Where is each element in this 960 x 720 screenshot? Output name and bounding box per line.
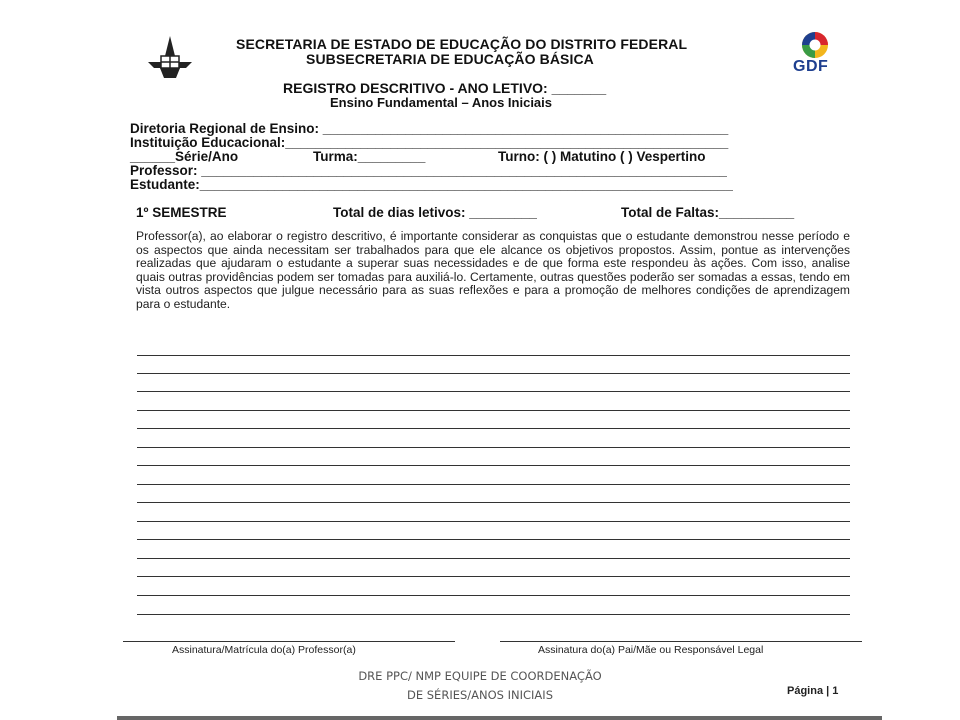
- writing-line[interactable]: [137, 410, 850, 411]
- writing-line[interactable]: [137, 465, 850, 466]
- writing-line[interactable]: [137, 595, 850, 596]
- writing-line[interactable]: [137, 373, 850, 374]
- field-faltas[interactable]: Total de Faltas:__________: [621, 205, 795, 220]
- field-serie-ano[interactable]: ______Série/Ano: [130, 149, 239, 164]
- writing-line[interactable]: [137, 484, 850, 485]
- teacher-signature-label: Assinatura/Matrícula do(a) Professor(a): [172, 644, 356, 656]
- writing-line[interactable]: [137, 355, 850, 356]
- writing-line[interactable]: [137, 502, 850, 503]
- field-turma[interactable]: Turma:_________: [313, 149, 426, 164]
- field-instituicao[interactable]: Instituição Educacional:___________________________________________________________: [130, 135, 729, 150]
- footer-divider: [117, 716, 882, 720]
- df-emblem-logo: [146, 34, 194, 80]
- footer-line-2: DE SÉRIES/ANOS INICIAIS: [406, 688, 553, 702]
- field-estudante[interactable]: Estudante:_______________________________________________________________________: [130, 177, 733, 192]
- field-professor[interactable]: Professor: ______________________________________________________________________: [130, 163, 727, 178]
- teacher-signature-line[interactable]: [123, 641, 455, 642]
- writing-line[interactable]: [137, 576, 850, 577]
- writing-line[interactable]: [137, 558, 850, 559]
- instructions-paragraph: Professor(a), ao elaborar o registro descritivo, é importante considerar as conquistas que o estudante demonstrou nesse período e os aspectos que ainda necessitam ser trabalhados para que ele alcance os objetivos propostos. Assim, pontue as intervenções realizadas que ajudaram o estudante a superar suas necessidades e de que forma este respondeu às ações. Com isso, analise quais outras providências podem ser tomadas para auxiliá-lo. Certamente, outras questões poderão ser somadas a essas, tendo em vista outros aspectos que julgue necessário para as suas reflexões e para a promoção de melhores condições de aprendizagem para o estudante.: [136, 229, 850, 311]
- guardian-signature-line[interactable]: [500, 641, 862, 642]
- form-title: REGISTRO DESCRITIVO - ANO LETIVO: _______: [283, 80, 607, 96]
- form-subtitle: Ensino Fundamental – Anos Iniciais: [330, 95, 553, 110]
- header-subsecretaria: SUBSECRETARIA DE EDUCAÇÃO BÁSICA: [306, 51, 594, 67]
- field-turno[interactable]: Turno: ( ) Matutino ( ) Vespertino: [498, 149, 706, 164]
- gdf-swirl-icon: [790, 30, 840, 60]
- footer-line-1: DRE PPC/ NMP EQUIPE DE COORDENAÇÃO: [358, 669, 602, 683]
- semester-label: 1º SEMESTRE: [136, 205, 227, 220]
- header-secretaria: SECRETARIA DE ESTADO DE EDUCAÇÃO DO DISTRITO FEDERAL: [236, 36, 688, 52]
- guardian-signature-label: Assinatura do(a) Pai/Mãe ou Responsável Legal: [538, 644, 764, 656]
- writing-line[interactable]: [137, 391, 850, 392]
- field-dias-letivos[interactable]: Total de dias letivos: _________: [333, 205, 537, 220]
- writing-line[interactable]: [137, 539, 850, 540]
- writing-line[interactable]: [137, 614, 850, 615]
- writing-line[interactable]: [137, 447, 850, 448]
- gdf-logo: [790, 30, 840, 76]
- writing-line[interactable]: [137, 521, 850, 522]
- writing-line[interactable]: [137, 428, 850, 429]
- page-number: Página | 1: [787, 685, 839, 697]
- gdf-logo-text: GDF: [793, 58, 829, 75]
- field-diretoria[interactable]: Diretoria Regional de Ensino: ______________________________________________________: [130, 121, 729, 136]
